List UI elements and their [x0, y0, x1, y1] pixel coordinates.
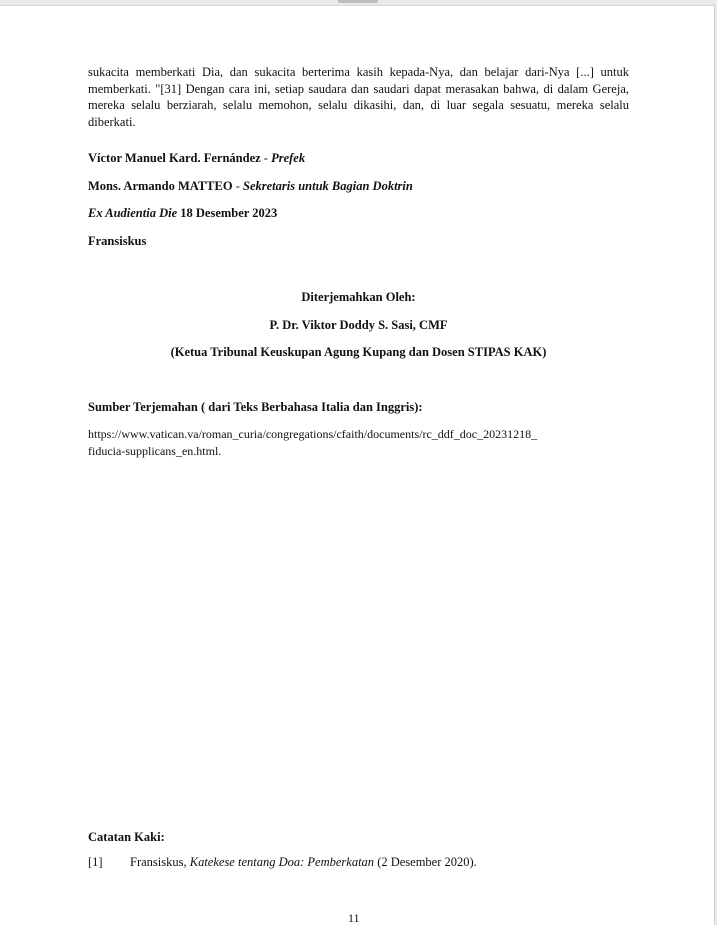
footnote-item: [88, 855, 477, 870]
secretary-name: Mons. Armando MATTEO: [88, 179, 233, 193]
footnote-number: [1]: [88, 855, 103, 869]
source-heading-text: Sumber Terjemahan ( dari Teks Berbahasa Italia dan Inggris):: [88, 400, 423, 414]
secretary-separator: -: [232, 179, 243, 193]
prefect-signature: [88, 150, 629, 166]
audience-line: [88, 205, 629, 221]
source-url-line-1[interactable]: https://www.vatican.va/roman_curia/congregations/cfaith/documents/rc_ddf_doc_20231218_: [88, 427, 538, 441]
body-paragraph: sukacita memberkati Dia, dan sukacita berterima kasih kepada-Nya, dan belajar dari-Nya [...] untuk memberkati. "[31] Dengan cara ini, setiap saudara dan saudari dapat merasakan bahwa, di dalam Gereja, mereka selalu berziarah, selalu memohon, selalu dikasihi, dan, di luar segala sesuatu, mereka selalu diberkati.: [88, 65, 629, 129]
footnotes-heading: [88, 829, 629, 845]
document-page: [0, 5, 715, 925]
audience-label: Ex Audientia Die: [88, 206, 178, 220]
prefect-name: Víctor Manuel Kard. Fernández: [88, 151, 261, 165]
prefect-separator: -: [260, 151, 272, 165]
audience-date: 18 Desember 2023: [177, 206, 278, 220]
footnote-rest: (2 Desember 2020).: [374, 855, 477, 869]
footnote-title: Katekese tentang Doa: Pemberkatan: [189, 855, 375, 869]
page-number: 11: [348, 911, 360, 925]
footnote-author: Fransiskus,: [130, 855, 190, 869]
translation-heading: [88, 289, 629, 305]
source-url-line-2[interactable]: fiducia-supplicans_en.html.: [88, 444, 222, 458]
body-text: [88, 64, 629, 130]
secretary-signature: [88, 178, 629, 194]
translator-affiliation: [88, 344, 629, 360]
pope-signature: [88, 233, 629, 249]
translator-name-text: P. Dr. Viktor Doddy S. Sasi, CMF: [269, 318, 448, 332]
translation-heading-text: Diterjemahkan Oleh:: [301, 290, 416, 304]
translator-name: [88, 317, 629, 333]
translator-affiliation-text: (Ketua Tribunal Keuskupan Agung Kupang dan Dosen STIPAS KAK): [170, 345, 547, 359]
prefect-title: Prefek: [271, 151, 306, 165]
page-top-tab: [338, 0, 378, 3]
source-heading: [88, 399, 629, 415]
secretary-title: Sekretaris untuk Bagian Doktrin: [243, 179, 413, 193]
pope-name: Fransiskus: [88, 234, 147, 248]
footnotes-heading-text: Catatan Kaki:: [88, 830, 165, 844]
